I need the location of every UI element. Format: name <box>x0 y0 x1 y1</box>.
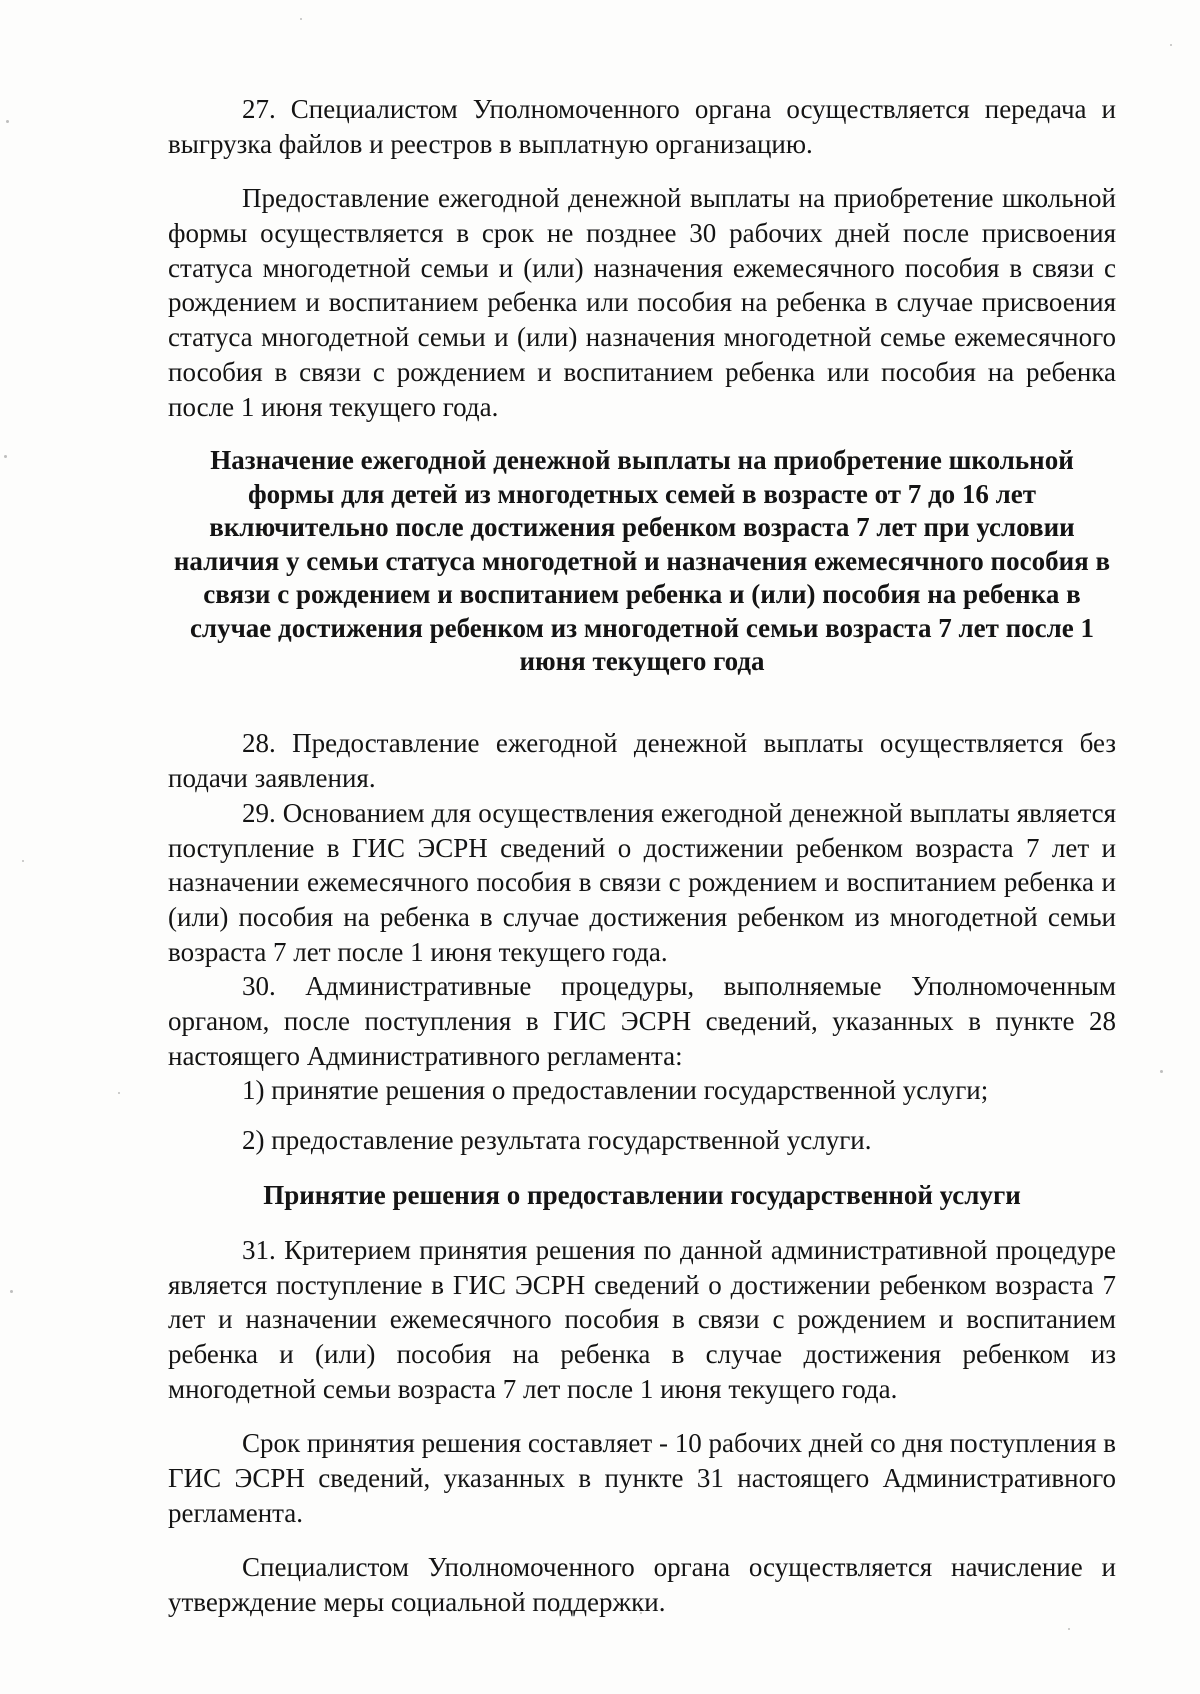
section-heading-decision: Принятие решения о предоставлении государственной услуги <box>263 1179 1021 1210</box>
list-item-2: 2) предоставление результата государственной услуги. <box>242 1125 872 1156</box>
paragraph-accrual: Специалистом Уполномоченного органа осуществляется начисление и утверждение меры социальной поддержки. <box>168 1552 1116 1617</box>
paragraph-29: 29. Основанием для осуществления ежегодной денежной выплаты является поступление в ГИС ЭСРН сведений о достижении ребенком возраста 7 лет и назначении ежемесячного пособия в связи с рождением и воспитанием ребенка и (или) пособия на ребенка в случае достижения ребенком из многодетной семьи возраста 7 лет после 1 июня текущего года. <box>168 797 1116 967</box>
paragraph-payment-term: Предоставление ежегодной денежной выплаты на приобретение школьной формы осуществляется в срок не позднее 30 рабочих дней после присвоения статуса многодетной семьи и (или) назначения ежемесячного пособия в связи с рождением и воспитанием ребенка или пособия на ребенка в случае присвоения статуса многодетной семьи и (или) назначения многодетной семье ежемесячного пособия в связи с рождением и воспитанием ребенка или пособия на ребенка после 1 июня текущего года. <box>168 183 1116 422</box>
paragraph-27: 27. Специалистом Уполномоченного органа осуществляется передача и выгрузка файлов и реестров в выплатную организацию. <box>168 94 1116 159</box>
paragraph-decision-term: Срок принятия решения составляет - 10 рабочих дней со дня поступления в ГИС ЭСРН сведений, указанных в пункте 31 настоящего Административного регламента. <box>168 1428 1116 1528</box>
paragraph-30: 30. Административные процедуры, выполняемые Уполномоченным органом, после поступления в ГИС ЭСРН сведений, указанных в пункте 28 настоящего Административного регламента: <box>168 971 1116 1071</box>
document-body <box>168 92 1116 1620</box>
list-item-1: 1) принятие решения о предоставлении государственной услуги; <box>242 1075 989 1106</box>
paragraph-31: 31. Критерием принятия решения по данной административной процедуре является поступление в ГИС ЭСРН сведений о достижении ребенком возраста 7 лет и назначении ежемесячного пособия в связи с рождением и воспитанием ребенка и (или) пособия на ребенка в случае достижения ребенком из многодетной семьи возраста 7 лет после 1 июня текущего года. <box>168 1234 1116 1404</box>
paragraph-28: 28. Предоставление ежегодной денежной выплаты осуществляется без подачи заявления. <box>168 728 1116 794</box>
section-heading-assignment: Назначение ежегодной денежной выплаты на приобретение школьной формы для детей из многодетных семей в возрасте от 7 до 16 лет включительно после достижения ребенком возраста 7 лет при условии наличия у семьи статуса многодетной и назначения ежемесячного пособия в связи с рождением и воспитанием ребенка и (или) пособия на ребенка в случае достижения ребенком из многодетной семьи возраста 7 лет после 1 июня текущего года <box>173 445 1111 676</box>
